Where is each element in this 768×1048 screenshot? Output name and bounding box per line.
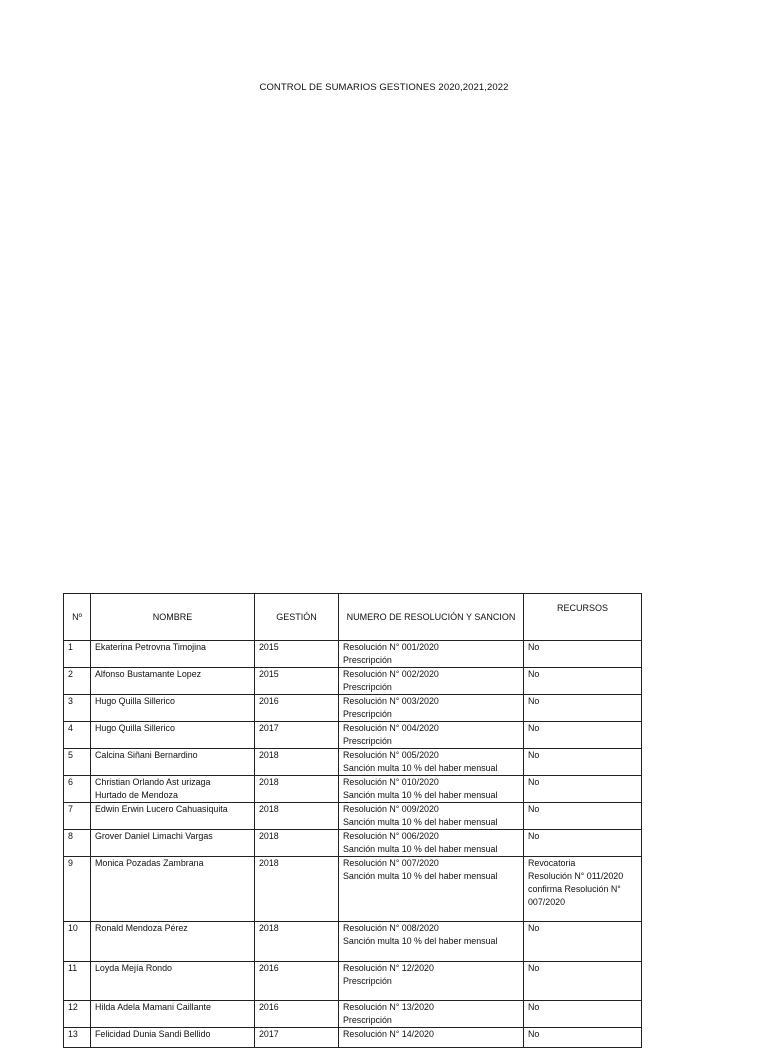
cell-gestion: 2016: [255, 962, 339, 1001]
cell-numero: 9: [64, 857, 91, 922]
recursos-line: No: [528, 1002, 540, 1012]
nombre-line: Ekaterina Petrovna Timojina: [95, 642, 206, 652]
cell-resolucion: [339, 776, 524, 803]
cell-nombre: [91, 1001, 255, 1028]
cell-nombre: [91, 1028, 255, 1048]
cell-recursos: [524, 641, 642, 668]
cell-gestion: 2018: [255, 830, 339, 857]
page-title: CONTROL DE SUMARIOS GESTIONES 2020,2021,2022: [259, 82, 509, 93]
header-gestion: GESTIÓN: [255, 594, 339, 641]
resolucion-line: Resolución N° 008/2020: [343, 923, 439, 933]
table-header-row: [64, 594, 642, 641]
sumarios-table-container: [63, 593, 643, 1048]
cell-recursos: [524, 830, 642, 857]
cell-gestion: 2018: [255, 776, 339, 803]
resolucion-line: Sanción multa 10 % del haber mensual: [343, 763, 498, 773]
cell-numero: 5: [64, 749, 91, 776]
recursos-line: No: [528, 669, 540, 679]
cell-nombre: [91, 922, 255, 962]
nombre-line: Ronald Mendoza Pérez: [95, 923, 188, 933]
cell-nombre: [91, 641, 255, 668]
resolucion-line: Sanción multa 10 % del haber mensual: [343, 790, 498, 800]
cell-recursos: [524, 695, 642, 722]
resolucion-line: Resolución N° 009/2020: [343, 804, 439, 814]
header-recursos: RECURSOS: [524, 594, 642, 641]
table-row: [64, 830, 642, 857]
cell-nombre: [91, 695, 255, 722]
cell-gestion: 2016: [255, 695, 339, 722]
recursos-line: No: [528, 642, 540, 652]
cell-nombre: [91, 776, 255, 803]
cell-recursos: [524, 803, 642, 830]
recursos-line: No: [528, 963, 540, 973]
table-row: [64, 668, 642, 695]
resolucion-line: Resolución N° 004/2020: [343, 723, 439, 733]
cell-nombre: [91, 722, 255, 749]
cell-resolucion: [339, 857, 524, 922]
cell-resolucion: [339, 695, 524, 722]
resolucion-line: Prescripción: [343, 709, 392, 719]
recursos-line: No: [528, 777, 540, 787]
cell-gestion: 2018: [255, 922, 339, 962]
cell-gestion: 2015: [255, 668, 339, 695]
cell-recursos: [524, 776, 642, 803]
resolucion-line: Prescripción: [343, 655, 392, 665]
cell-numero: 13: [64, 1028, 91, 1048]
recursos-line: confirma Resolución N°: [528, 884, 621, 894]
cell-resolucion: [339, 922, 524, 962]
cell-numero: 8: [64, 830, 91, 857]
nombre-line: Felicidad Dunia Sandi Bellido: [95, 1029, 211, 1039]
cell-nombre: [91, 830, 255, 857]
resolucion-line: Sanción multa 10 % del haber mensual: [343, 817, 498, 827]
nombre-line: Hugo Quilla Sillerico: [95, 696, 175, 706]
cell-resolucion: [339, 1001, 524, 1028]
table-row: [64, 641, 642, 668]
cell-numero: 7: [64, 803, 91, 830]
resolucion-line: Sanción multa 10 % del haber mensual: [343, 844, 498, 854]
table-body: [64, 641, 642, 1048]
resolucion-line: Resolución N° 006/2020: [343, 831, 439, 841]
cell-resolucion: [339, 668, 524, 695]
resolucion-line: Resolución N° 12/2020: [343, 963, 434, 973]
cell-recursos: [524, 922, 642, 962]
header-nombre: NOMBRE: [91, 594, 255, 641]
header-resolucion: NUMERO DE RESOLUCIÓN Y SANCION: [339, 594, 524, 641]
table-row: [64, 922, 642, 962]
nombre-line: Hurtado de Mendoza: [95, 790, 178, 800]
cell-numero: 2: [64, 668, 91, 695]
recursos-line: No: [528, 696, 540, 706]
recursos-line: 007/2020: [528, 897, 566, 907]
cell-numero: 3: [64, 695, 91, 722]
recursos-line: No: [528, 723, 540, 733]
nombre-line: Christian Orlando Ast urizaga: [95, 777, 211, 787]
table-row: [64, 962, 642, 1001]
table-row: [64, 1001, 642, 1028]
cell-recursos: [524, 1001, 642, 1028]
cell-nombre: [91, 749, 255, 776]
cell-resolucion: [339, 722, 524, 749]
cell-gestion: 2017: [255, 722, 339, 749]
table-row: [64, 803, 642, 830]
table-row: [64, 1028, 642, 1048]
recursos-line: Resolución N° 011/2020: [528, 871, 624, 881]
header-numero: Nº: [64, 594, 91, 641]
cell-resolucion: [339, 962, 524, 1001]
nombre-line: Loyda Mejía Rondo: [95, 963, 172, 973]
cell-numero: 4: [64, 722, 91, 749]
resolucion-line: Resolución N° 13/2020: [343, 1002, 434, 1012]
cell-nombre: [91, 857, 255, 922]
recursos-line: No: [528, 1029, 540, 1039]
nombre-line: Edwin Erwin Lucero Cahuasiquita: [95, 804, 228, 814]
cell-numero: 6: [64, 776, 91, 803]
cell-nombre: [91, 962, 255, 1001]
nombre-line: Alfonso Bustamante Lopez: [95, 669, 202, 679]
resolucion-line: Prescripción: [343, 682, 392, 692]
resolucion-line: Resolución N° 002/2020: [343, 669, 439, 679]
resolucion-line: Resolución N° 14/2020: [343, 1029, 434, 1039]
table-row: [64, 749, 642, 776]
table-row: [64, 857, 642, 922]
cell-numero: 10: [64, 922, 91, 962]
cell-numero: 11: [64, 962, 91, 1001]
nombre-line: Hilda Adela Mamani Caillante: [95, 1002, 211, 1012]
cell-gestion: 2015: [255, 641, 339, 668]
cell-recursos: [524, 962, 642, 1001]
cell-resolucion: [339, 749, 524, 776]
nombre-line: Monica Pozadas Zambrana: [95, 858, 204, 868]
resolucion-line: Prescripción: [343, 976, 392, 986]
cell-nombre: [91, 668, 255, 695]
table-row: [64, 695, 642, 722]
nombre-line: Hugo Quilla Sillerico: [95, 723, 175, 733]
cell-numero: 12: [64, 1001, 91, 1028]
cell-recursos: [524, 668, 642, 695]
resolucion-line: Sanción multa 10 % del haber mensual: [343, 871, 498, 881]
cell-gestion: 2016: [255, 1001, 339, 1028]
nombre-line: Calcina Siñani Bernardino: [95, 750, 198, 760]
resolucion-line: Resolución N° 010/2020: [343, 777, 439, 787]
recursos-line: Revocatoria: [528, 858, 576, 868]
resolucion-line: Resolución N° 005/2020: [343, 750, 439, 760]
cell-recursos: [524, 1028, 642, 1048]
cell-gestion: 2018: [255, 749, 339, 776]
cell-resolucion: [339, 641, 524, 668]
cell-gestion: 2018: [255, 857, 339, 922]
resolucion-line: Resolución N° 001/2020: [343, 642, 439, 652]
table-row: [64, 722, 642, 749]
cell-numero: 1: [64, 641, 91, 668]
resolucion-line: Prescripción: [343, 1015, 392, 1025]
sumarios-table: [63, 593, 642, 1048]
resolucion-line: Sanción multa 10 % del haber mensual: [343, 936, 498, 946]
cell-resolucion: [339, 1028, 524, 1048]
cell-gestion: 2017: [255, 1028, 339, 1048]
cell-resolucion: [339, 803, 524, 830]
resolucion-line: Resolución N° 007/2020: [343, 858, 439, 868]
cell-gestion: 2018: [255, 803, 339, 830]
table-row: [64, 776, 642, 803]
cell-recursos: [524, 722, 642, 749]
recursos-line: No: [528, 750, 540, 760]
resolucion-line: Prescripción: [343, 736, 392, 746]
cell-recursos: [524, 857, 642, 922]
nombre-line: Grover Daniel Limachi Vargas: [95, 831, 213, 841]
cell-recursos: [524, 749, 642, 776]
recursos-line: No: [528, 923, 540, 933]
cell-nombre: [91, 803, 255, 830]
cell-resolucion: [339, 830, 524, 857]
recursos-line: No: [528, 831, 540, 841]
recursos-line: No: [528, 804, 540, 814]
resolucion-line: Resolución N° 003/2020: [343, 696, 439, 706]
